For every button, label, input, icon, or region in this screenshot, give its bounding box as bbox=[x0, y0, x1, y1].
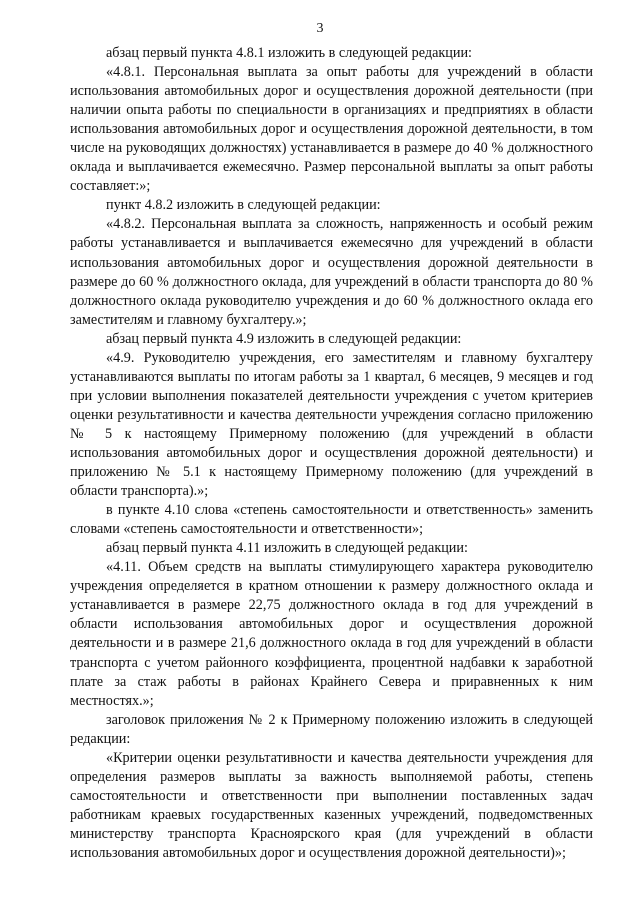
paragraph-3: пункт 4.8.2 изложить в следующей редакции: bbox=[106, 197, 381, 214]
paragraph-8: абзац первый пункта 4.11 изложить в следующей редакции: bbox=[106, 540, 468, 557]
document-body bbox=[70, 44, 593, 863]
page-number: 3 bbox=[316, 21, 324, 36]
paragraph-10: заголовок приложения № 2 к Примерному положению изложить в следующей редакции: bbox=[70, 711, 593, 747]
paragraph-9: «4.11. Объем средств на выплаты стимулирующего характера руководителю учреждения определяется в кратном отношении к размеру должностного оклада и устанавливается в размере 22,75 должностного оклада в год для учреждений в области использования автомобильных дорог и осуществления дорожной деятельности и в размере 21,6 должностного оклада в год для учреждений в области транспорта с учетом районного коэффициента, процентной надбавки к заработной плате за стаж работы в районах Крайнего Севера и приравненных к ним местностях.»; bbox=[70, 559, 593, 709]
paragraph-6: «4.9. Руководителю учреждения, его заместителям и главному бухгалтеру устанавливаются выплаты по итогам работы за 1 квартал, 6 месяцев, 9 месяцев и год при условии выполнения показателей деятельности учреждения с учетом критериев оценки результативности и качества деятельности учреждения согласно приложению № 5 к настоящему Примерному положению (для учреждений в области использования автомобильных дорог и осуществления дорожной деятельности) и приложению № 5.1 к настоящему Примерному положению (для учреждений в области транспорта).»; bbox=[70, 349, 593, 500]
paragraph-2: «4.8.1. Персональная выплата за опыт работы для учреждений в области использования автомобильных дорог и осуществления дорожной деятельности (при наличии опыта работы по специальности в организациях и предприятиях в области использования автомобильных дорог и осуществления дорожной деятельности, в том числе на руководящих должностях) устанавливается в размере до 40 % должностного оклада и выплачивается ежемесячно. Размер персональной выплаты за опыт работы составляет:»; bbox=[70, 64, 593, 195]
paragraph-1: абзац первый пункта 4.8.1 изложить в следующей редакции: bbox=[106, 45, 472, 61]
paragraph-7: в пункте 4.10 слова «степень самостоятельности и ответственность» заменить словами «степень самостоятельности и ответственности»; bbox=[70, 502, 593, 538]
paragraph-11: «Критерии оценки результативности и качества деятельности учреждения для определения размеров выплаты за важность выполняемой работы, степень самостоятельности и ответственности при выполнении поставленных задач работникам краевых государственных казенных учреждений, подведомственных министерству транспорта Красноярского края (для учреждений в области использования автомобильных дорог и осуществления дорожной деятельности)»; bbox=[70, 749, 593, 861]
paragraph-5: абзац первый пункта 4.9 изложить в следующей редакции: bbox=[106, 330, 462, 347]
paragraph-4: «4.8.2. Персональная выплата за сложность, напряженность и особый режим работы устанавливается и выплачивается ежемесячно для учреждений в области использования автомобильных дорог и осуществления дорожной деятельности в размере до 60 % должностного оклада, для учреждений в области транспорта до 80 % должностного оклада руководителю учреждения и до 60 % должностного оклада его заместителям и главному бухгалтеру.»; bbox=[70, 216, 593, 328]
